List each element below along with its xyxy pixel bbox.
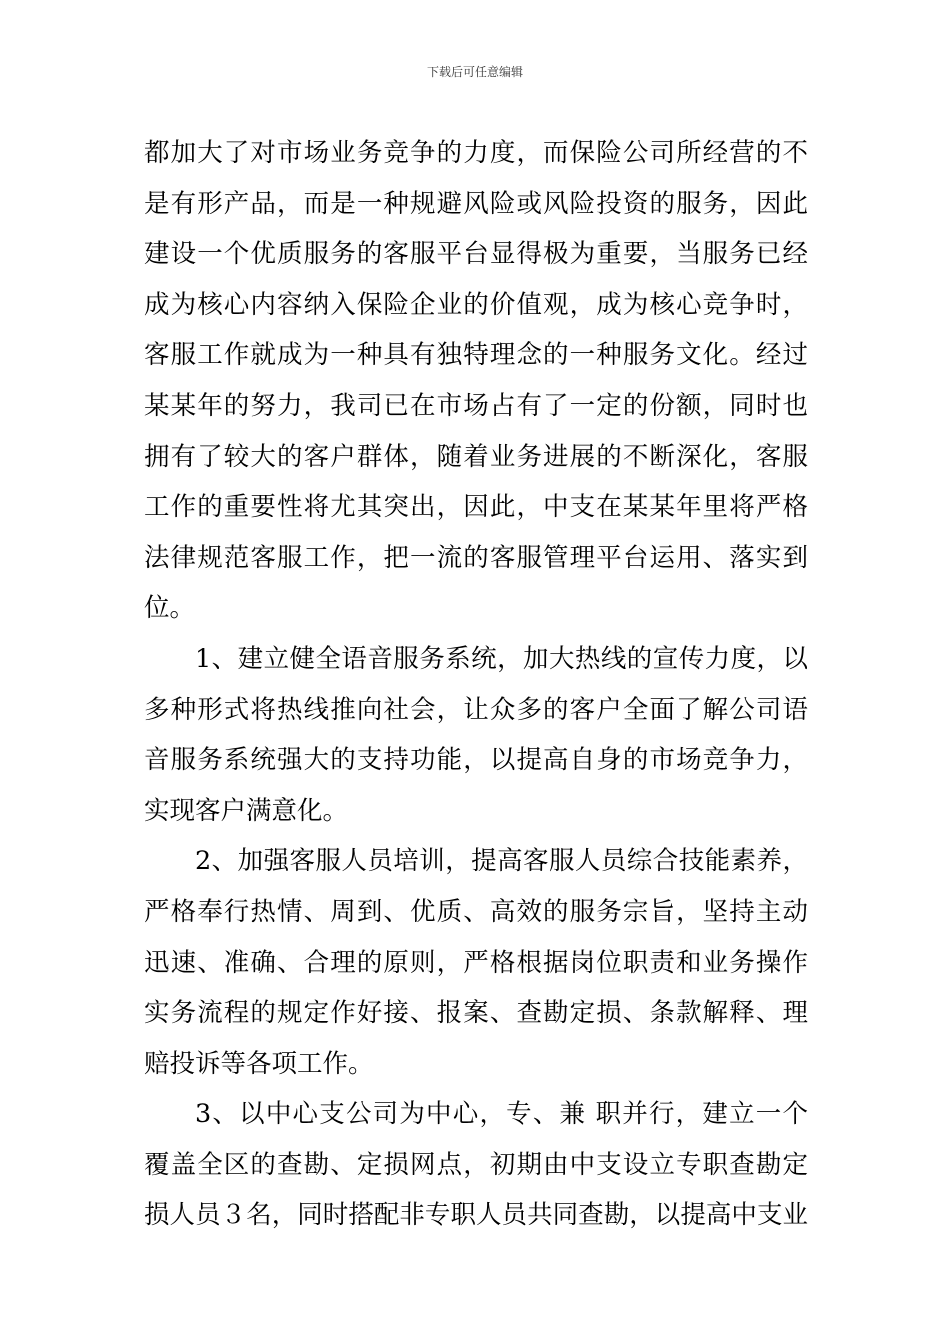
text-line: 建设一个优质服务的客服平台显得极为重要，当服务已经 (144, 239, 808, 270)
text-line: 严格奉行热情、周到、优质、高效的服务宗旨，坚持主动 (144, 896, 808, 927)
text-line: 客服工作就成为一种具有独特理念的一种服务文化。经过 (144, 340, 808, 371)
paragraph-4 (144, 1089, 808, 1241)
text-line: 实现客户满意化。 (144, 795, 349, 826)
paragraph-1 (144, 128, 808, 634)
text-line: 音服务系统强大的支持功能，以提高自身的市场竞争力， (144, 745, 808, 776)
page-header: 下载后可任意编辑 (426, 65, 523, 79)
text-line: 损人员３名，同时搭配非专职人员共同查勘，以提高中支业 (144, 1200, 808, 1231)
text-line: 迅速、准确、合理的原则，严格根据岗位职责和业务操作 (144, 947, 808, 978)
text-line: 都加大了对市场业务竞争的力度，而保险公司所经营的不 (144, 138, 808, 168)
text-line: 实务流程的规定作好接、报案、查勘定损、条款解释、理 (144, 998, 808, 1029)
text-line: 赔投诉等各项工作。 (144, 1048, 374, 1079)
text-line: 覆盖全区的查勘、定损网点，初期由中支设立专职查勘定 (144, 1149, 808, 1180)
text-line: 2、加强客服人员培训，提高客服人员综合技能素养， (195, 846, 808, 877)
text-line: 位。 (144, 593, 196, 624)
text-line: 3、以中心支公司为中心，专、兼 职并行，建立一个 (195, 1099, 808, 1130)
text-line: 多种形式将热线推向社会，让众多的客户全面了解公司语 (144, 694, 808, 725)
paragraph-2 (144, 634, 808, 836)
text-line: 某某年的努力，我司已在市场占有了一定的份额，同时也 (144, 390, 808, 421)
text-line: 法律规范客服工作，把一流的客服管理平台运用、落实到 (144, 542, 808, 573)
text-line: 1、建立健全语音服务系统，加大热线的宣传力度，以 (195, 643, 808, 674)
paragraph-3 (144, 836, 808, 1089)
document-body (144, 128, 808, 1241)
text-line: 拥有了较大的客户群体，随着业务进展的不断深化，客服 (144, 441, 808, 472)
text-line: 成为核心内容纳入保险企业的价值观，成为核心竞争时， (144, 289, 808, 320)
text-line: 工作的重要性将尤其突出，因此，中支在某某年里将严格 (144, 492, 808, 523)
text-line: 是有形产品，而是一种规避风险或风险投资的服务，因此 (144, 188, 808, 219)
